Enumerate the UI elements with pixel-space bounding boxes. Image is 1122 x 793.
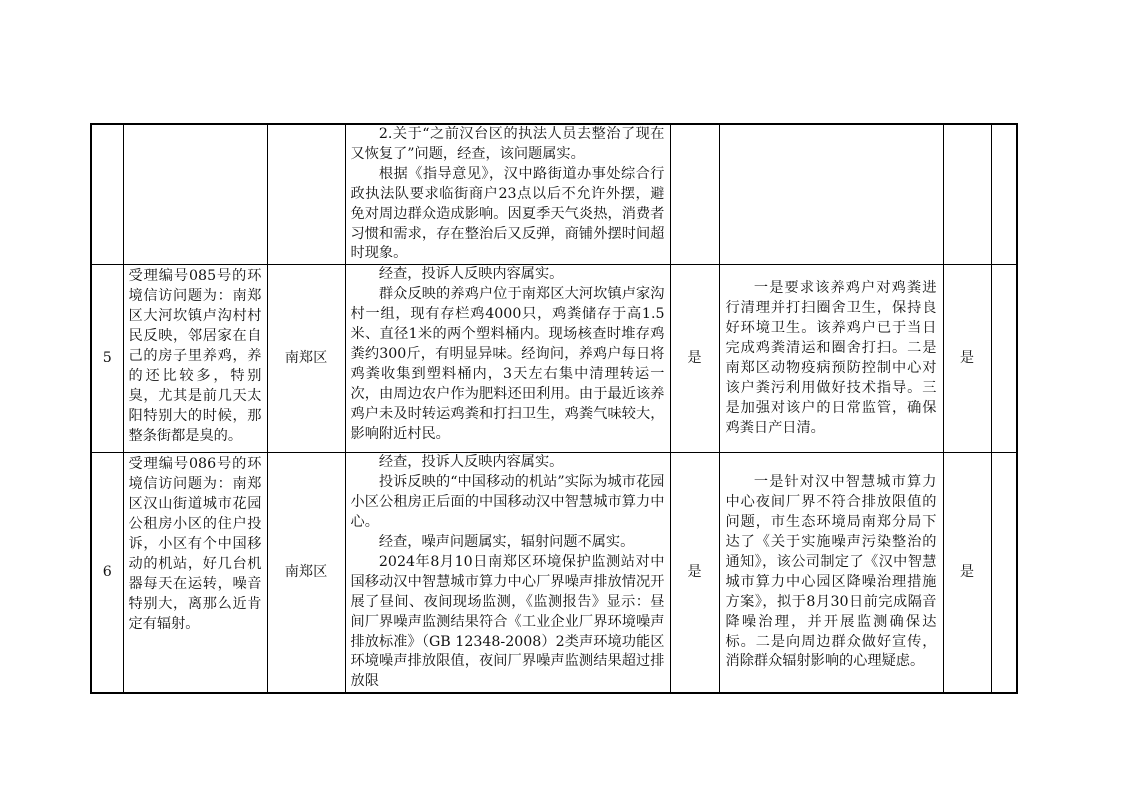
table-row [91,453,1017,693]
table-row [91,124,1017,265]
measures-cell [719,124,943,265]
verified-cell [670,124,719,265]
extra-cell [991,453,1017,693]
row-number-cell: 5 [91,265,123,453]
measures-cell [719,453,943,693]
measures-cell [719,265,943,453]
extra-cell [991,124,1017,265]
verified-cell: 是 [670,265,719,453]
findings-paragraph: 根据《指导意见》，汉中路街道办事处综合行政执法队要求临街商户23点以后不允许外摆，避免对周边群众造成影响。因夏季天气炎热，消费者习惯和需求，存在整治后又反弹，商铺外摆时间超时现象。 [350,165,665,262]
completed-cell: 是 [943,265,991,453]
verified-cell: 是 [670,453,719,693]
measures-paragraph: 一是要求该养鸡户对鸡粪进行清理并打扫圈舍卫生，保持良好环境卫生。该养鸡户已于当日完成鸡粪清运和圈舍打扫。二是南郑区动物疫病预防控制中心对该户粪污利用做好技术指导。三是加强对该户的日常监管，确保鸡粪日产日清。 [725,280,937,436]
findings-cell [345,124,670,265]
findings-paragraph: 经查，投诉人反映内容属实。 [378,266,564,283]
table-row [91,265,1017,453]
measures-paragraph: 一是针对汉中智慧城市算力中心夜间厂界不符合排放限值的问题，市生态环境局南郑分局下达了《关于实施噪声污染整治的通知》，该公司制定了《汉中智慧城市算力中心园区降噪治理措施方案》，拟于8月30日前完成隔音降噪治理，并开展监测确保达标。二是向周边群众做好宣传，消除群众辐射影响的心理疑虑。 [725,474,937,670]
completed-cell: 是 [943,453,991,693]
findings-cell [345,453,670,693]
findings-cell [345,265,670,453]
completed-cell [943,124,991,265]
findings-paragraph: 2.关于“之前汉台区的执法人员去整治了现在又恢复了”问题，经查，该问题属实。 [350,126,665,162]
complaints-table [90,123,1018,694]
findings-paragraph: 2024年8月10日南郑区环境保护监测站对中国移动汉中智慧城市算力中心厂界噪声排放情况开展了昼间、夜间现场监测，《监测报告》显示：昼间厂界噪声监测结果符合《工业企业厂界环境噪声排放标准》（GB 12348-2008）2类声环境功能区环境噪声排放限值，夜间厂界噪声监测结果超过排放限 [350,553,665,690]
issue-cell: 受理编号085号的环境信访问题为：南郑区大河坎镇卢沟村村民反映，邻居家在自己的房子里养鸡，养的还比较多，特别臭，尤其是前几天太阳特别大的时候，那整条街都是臭的。 [123,265,267,453]
findings-paragraph: 群众反映的养鸡户位于南郑区大河坎镇卢家沟村一组，现有存栏鸡4000只，鸡粪储存于高1.5米、直径1米的两个塑料桶内。现场核查时堆存鸡粪约300斤，有明显异味。经询问，养鸡户每日将鸡粪收集到塑料桶内，3天左右集中清理转运一次，由周边农户作为肥料还田利用。由于最近该养鸡户未及时转运鸡粪和打扫卫生，鸡粪气味较大，影响附近村民。 [350,286,665,442]
findings-paragraph: 经查，投诉人反映内容属实。 [378,454,564,471]
findings-paragraph: 投诉反映的“中国移动的机站”实际为城市花园小区公租房正后面的中国移动汉中智慧城市算力中心。 [350,474,665,531]
findings-paragraph: 经查，噪声问题属实，辐射问题不属实。 [378,533,635,550]
district-cell [267,124,345,265]
issue-cell [123,124,267,265]
district-cell: 南郑区 [267,265,345,453]
row-number-cell [91,124,123,265]
issue-cell: 受理编号086号的环境信访问题为：南郑区汉山街道城市花园公租房小区的住户投诉，小区有个中国移动的机站，好几台机器每天在运转，噪音特别大，离那么近肯定有辐射。 [123,453,267,693]
row-number-cell: 6 [91,453,123,693]
district-cell: 南郑区 [267,453,345,693]
extra-cell [991,265,1017,453]
